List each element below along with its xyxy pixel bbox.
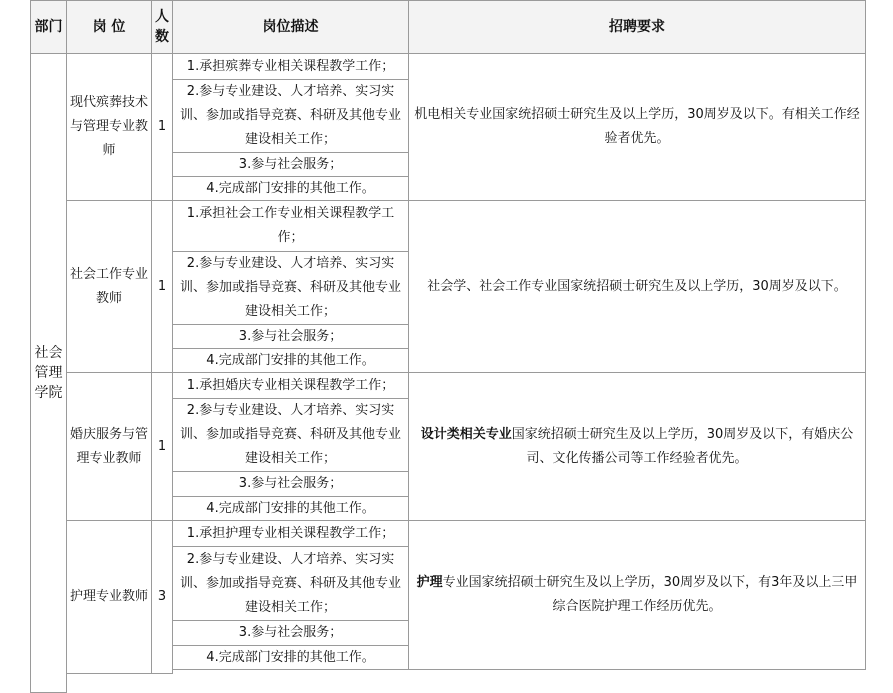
duty-item: 1.承担护理专业相关课程教学工作；: [172, 520, 409, 547]
duty-item: 3.参与社会服务；: [172, 324, 409, 349]
requirement-cell: [408, 372, 866, 521]
duty-item: 4.完成部门安排的其他工作。: [172, 348, 409, 373]
duty-item: 2.参与专业建设、人才培养、实习实训、参加或指导竞赛、科研及其他专业建设相关工作；: [172, 79, 409, 153]
header-requirements: 招聘要求: [408, 0, 866, 54]
header-position: 岗 位: [66, 0, 152, 54]
header-desc: 岗位描述: [172, 0, 409, 54]
requirement-cell: [408, 520, 866, 670]
department-cell: 社会管理学院: [30, 53, 67, 693]
position-count: 1: [151, 53, 173, 201]
header-count: 人数: [151, 0, 173, 54]
requirement-text: 国家统招硕士研究生及以上学历，30周岁及以下，有婚庆公司、文化传播公司等工作经验者优先。: [511, 426, 854, 466]
duty-item: 2.参与专业建设、人才培养、实习实训、参加或指导竞赛、科研及其他专业建设相关工作；: [172, 398, 409, 472]
requirement-text: 机电相关专业国家统招硕士研究生及以上学历，30周岁及以下。有相关工作经验者优先。: [414, 107, 860, 146]
position-count: 1: [151, 200, 173, 373]
duty-item: 2.参与专业建设、人才培养、实习实训、参加或指导竞赛、科研及其他专业建设相关工作；: [172, 546, 409, 621]
duty-item: 4.完成部门安排的其他工作。: [172, 496, 409, 521]
duty-item: 1.承担殡葬专业相关课程教学工作；: [172, 53, 409, 80]
position-name: 社会工作专业教师: [66, 200, 152, 373]
duty-item: 3.参与社会服务；: [172, 471, 409, 497]
requirement-cell: [408, 200, 866, 373]
duty-item: 4.完成部门安排的其他工作。: [172, 645, 409, 670]
requirement-text: 专业国家统招硕士研究生及以上学历，30周岁及以下，有3年及以上三甲综合医院护理工作经历优先。: [442, 575, 858, 614]
requirement-emphasis: 护理: [416, 575, 443, 590]
duty-item: 4.完成部门安排的其他工作。: [172, 176, 409, 201]
duty-item: 2.参与专业建设、人才培养、实习实训、参加或指导竞赛、科研及其他专业建设相关工作；: [172, 251, 409, 325]
position-name: 婚庆服务与管理专业教师: [66, 372, 152, 521]
requirement-emphasis: 设计类相关专业: [420, 426, 512, 442]
header-dept: 部门: [30, 0, 67, 54]
position-count: 3: [151, 520, 173, 674]
position-count: 1: [151, 372, 173, 521]
duty-item: 1.承担婚庆专业相关课程教学工作；: [172, 372, 409, 399]
position-name: 护理专业教师: [66, 520, 152, 674]
position-name: 现代殡葬技术与管理专业教师: [66, 53, 152, 201]
requirement-cell: [408, 53, 866, 201]
duty-item: 3.参与社会服务；: [172, 620, 409, 646]
requirement-text: 社会学、社会工作专业国家统招硕士研究生及以上学历，30周岁及以下。: [427, 278, 847, 294]
duty-item: 1.承担社会工作专业相关课程教学工作；: [172, 200, 409, 252]
duty-item: 3.参与社会服务；: [172, 152, 409, 177]
